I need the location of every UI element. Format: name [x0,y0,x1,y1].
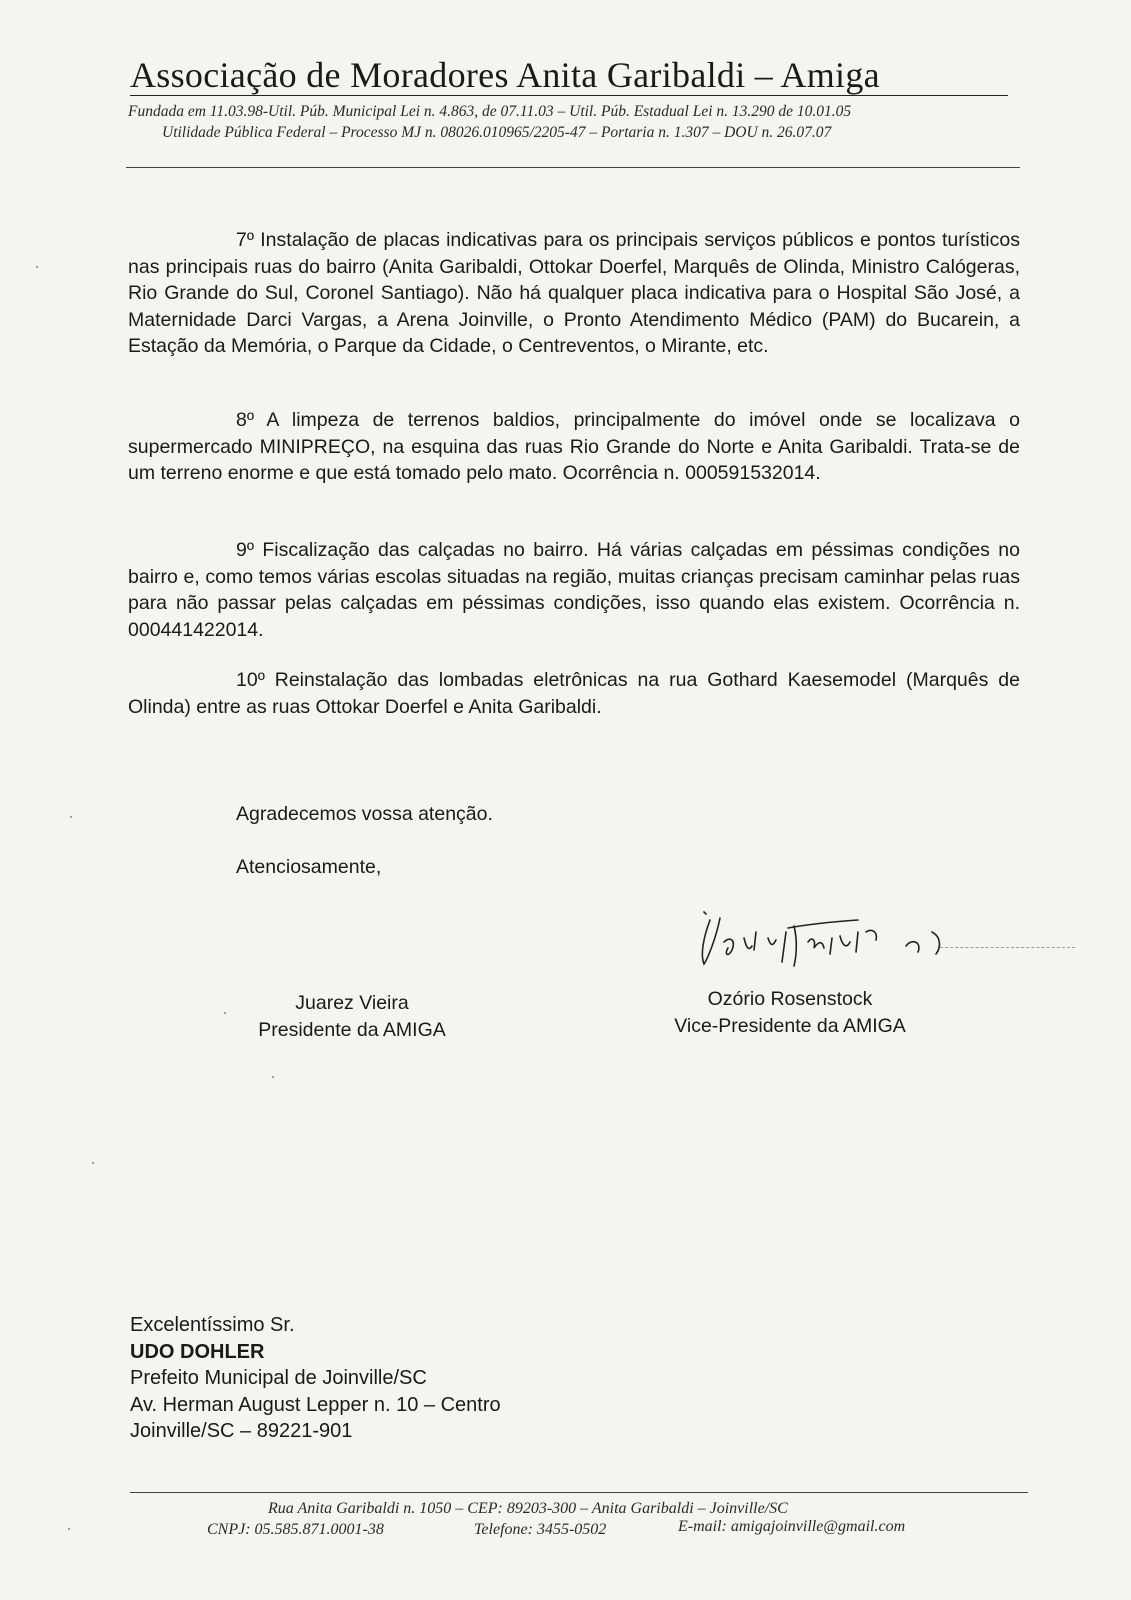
vice-president-role: Vice-Presidente da AMIGA [674,1015,906,1037]
footer-phone: Telefone: 3455-0502 [474,1521,607,1538]
signatory-vice-president [640,986,940,1040]
scan-speck [70,816,72,818]
closing-line: Atenciosamente, [236,856,382,878]
footer-address: Rua Anita Garibaldi n. 1050 – CEP: 89203-300 – Anita Garibaldi – Joinville/SC [268,1500,788,1517]
president-name: Juarez Vieira [295,992,409,1014]
footer-email: E-mail: amigajoinville@gmail.com [678,1518,906,1535]
paragraph-item-8: 8º A limpeza de terrenos baldios, principalmente do imóvel onde se localizava o supermercado MINIPREÇO, na esquina das ruas Rio Grande do Norte e Anita Garibaldi. Trata-se de um terreno enorme e que está tomado pelo mato. Ocorrência n. 000591532014. [128,409,1020,484]
scan-speck [272,1076,274,1078]
president-role: Presidente da AMIGA [258,1019,446,1041]
thanks-line: Agradecemos vossa atenção. [236,803,493,825]
addressee-salutation: Excelentíssimo Sr. [130,1314,295,1336]
handwritten-signature [690,902,990,984]
signatory-president [222,990,482,1044]
header-subtitle-1: Fundada em 11.03.98-Util. Púb. Municipal Lei n. 4.863, de 07.11.03 – Util. Púb. Estadual Lei n. 13.290 de 10.01.05 [128,103,852,120]
scan-speck [92,1162,94,1164]
vice-president-name: Ozório Rosenstock [707,988,873,1010]
title-underline [130,95,1008,96]
scan-speck [68,1528,70,1530]
header-subtitle-2: Utilidade Pública Federal – Processo MJ n. 08026.010965/2205-47 – Portaria n. 1.307 – DOU n. 26.07.07 [162,124,832,141]
paragraph-item-10: 10º Reinstalação das lombadas eletrônicas na rua Gothard Kaesemodel (Marquês de Olinda) entre as ruas Ottokar Doerfel e Anita Garibaldi. [128,669,1020,718]
header-divider [126,167,1020,168]
signature-guide-line [940,947,1075,948]
paragraph-item-9: 9º Fiscalização das calçadas no bairro. Há várias calçadas em péssimas condições no bairro e, como temos várias escolas situadas na região, muitas crianças precisam caminhar pelas ruas para não passar pelas calçadas em péssimas condições, isso quando elas existem. Ocorrência n. 000441422014. [128,539,1020,641]
addressee-name: UDO DOHLER [130,1340,265,1363]
addressee-block [130,1312,501,1445]
scan-speck [36,266,38,268]
addressee-street: Av. Herman August Lepper n. 10 – Centro [130,1393,501,1416]
scan-speck [224,1012,226,1014]
footer-cnpj: CNPJ: 05.585.871.0001-38 [207,1521,384,1538]
paragraph-item-7: 7º Instalação de placas indicativas para os principais serviços públicos e pontos turísticos nas principais ruas do bairro (Anita Garibaldi, Ottokar Doerfel, Marquês de Olinda, Ministro Calógeras, Rio Grande do Sul, Coronel Santiago). Não há qualquer placa indicativa para o Hospital São José, a Maternidade Darci Vargas, a Arena Joinville, o Pronto Atendimento Médico (PAM) do Bucarein, a Estação da Memória, o Parque da Cidade, o Centreventos, o Mirante, etc. [128,229,1020,357]
footer-divider [130,1492,1028,1493]
addressee-city: Joinville/SC – 89221-901 [130,1420,353,1442]
addressee-title: Prefeito Municipal de Joinville/SC [130,1367,427,1389]
organization-title: Associação de Moradores Anita Garibaldi – Amiga [130,55,880,95]
